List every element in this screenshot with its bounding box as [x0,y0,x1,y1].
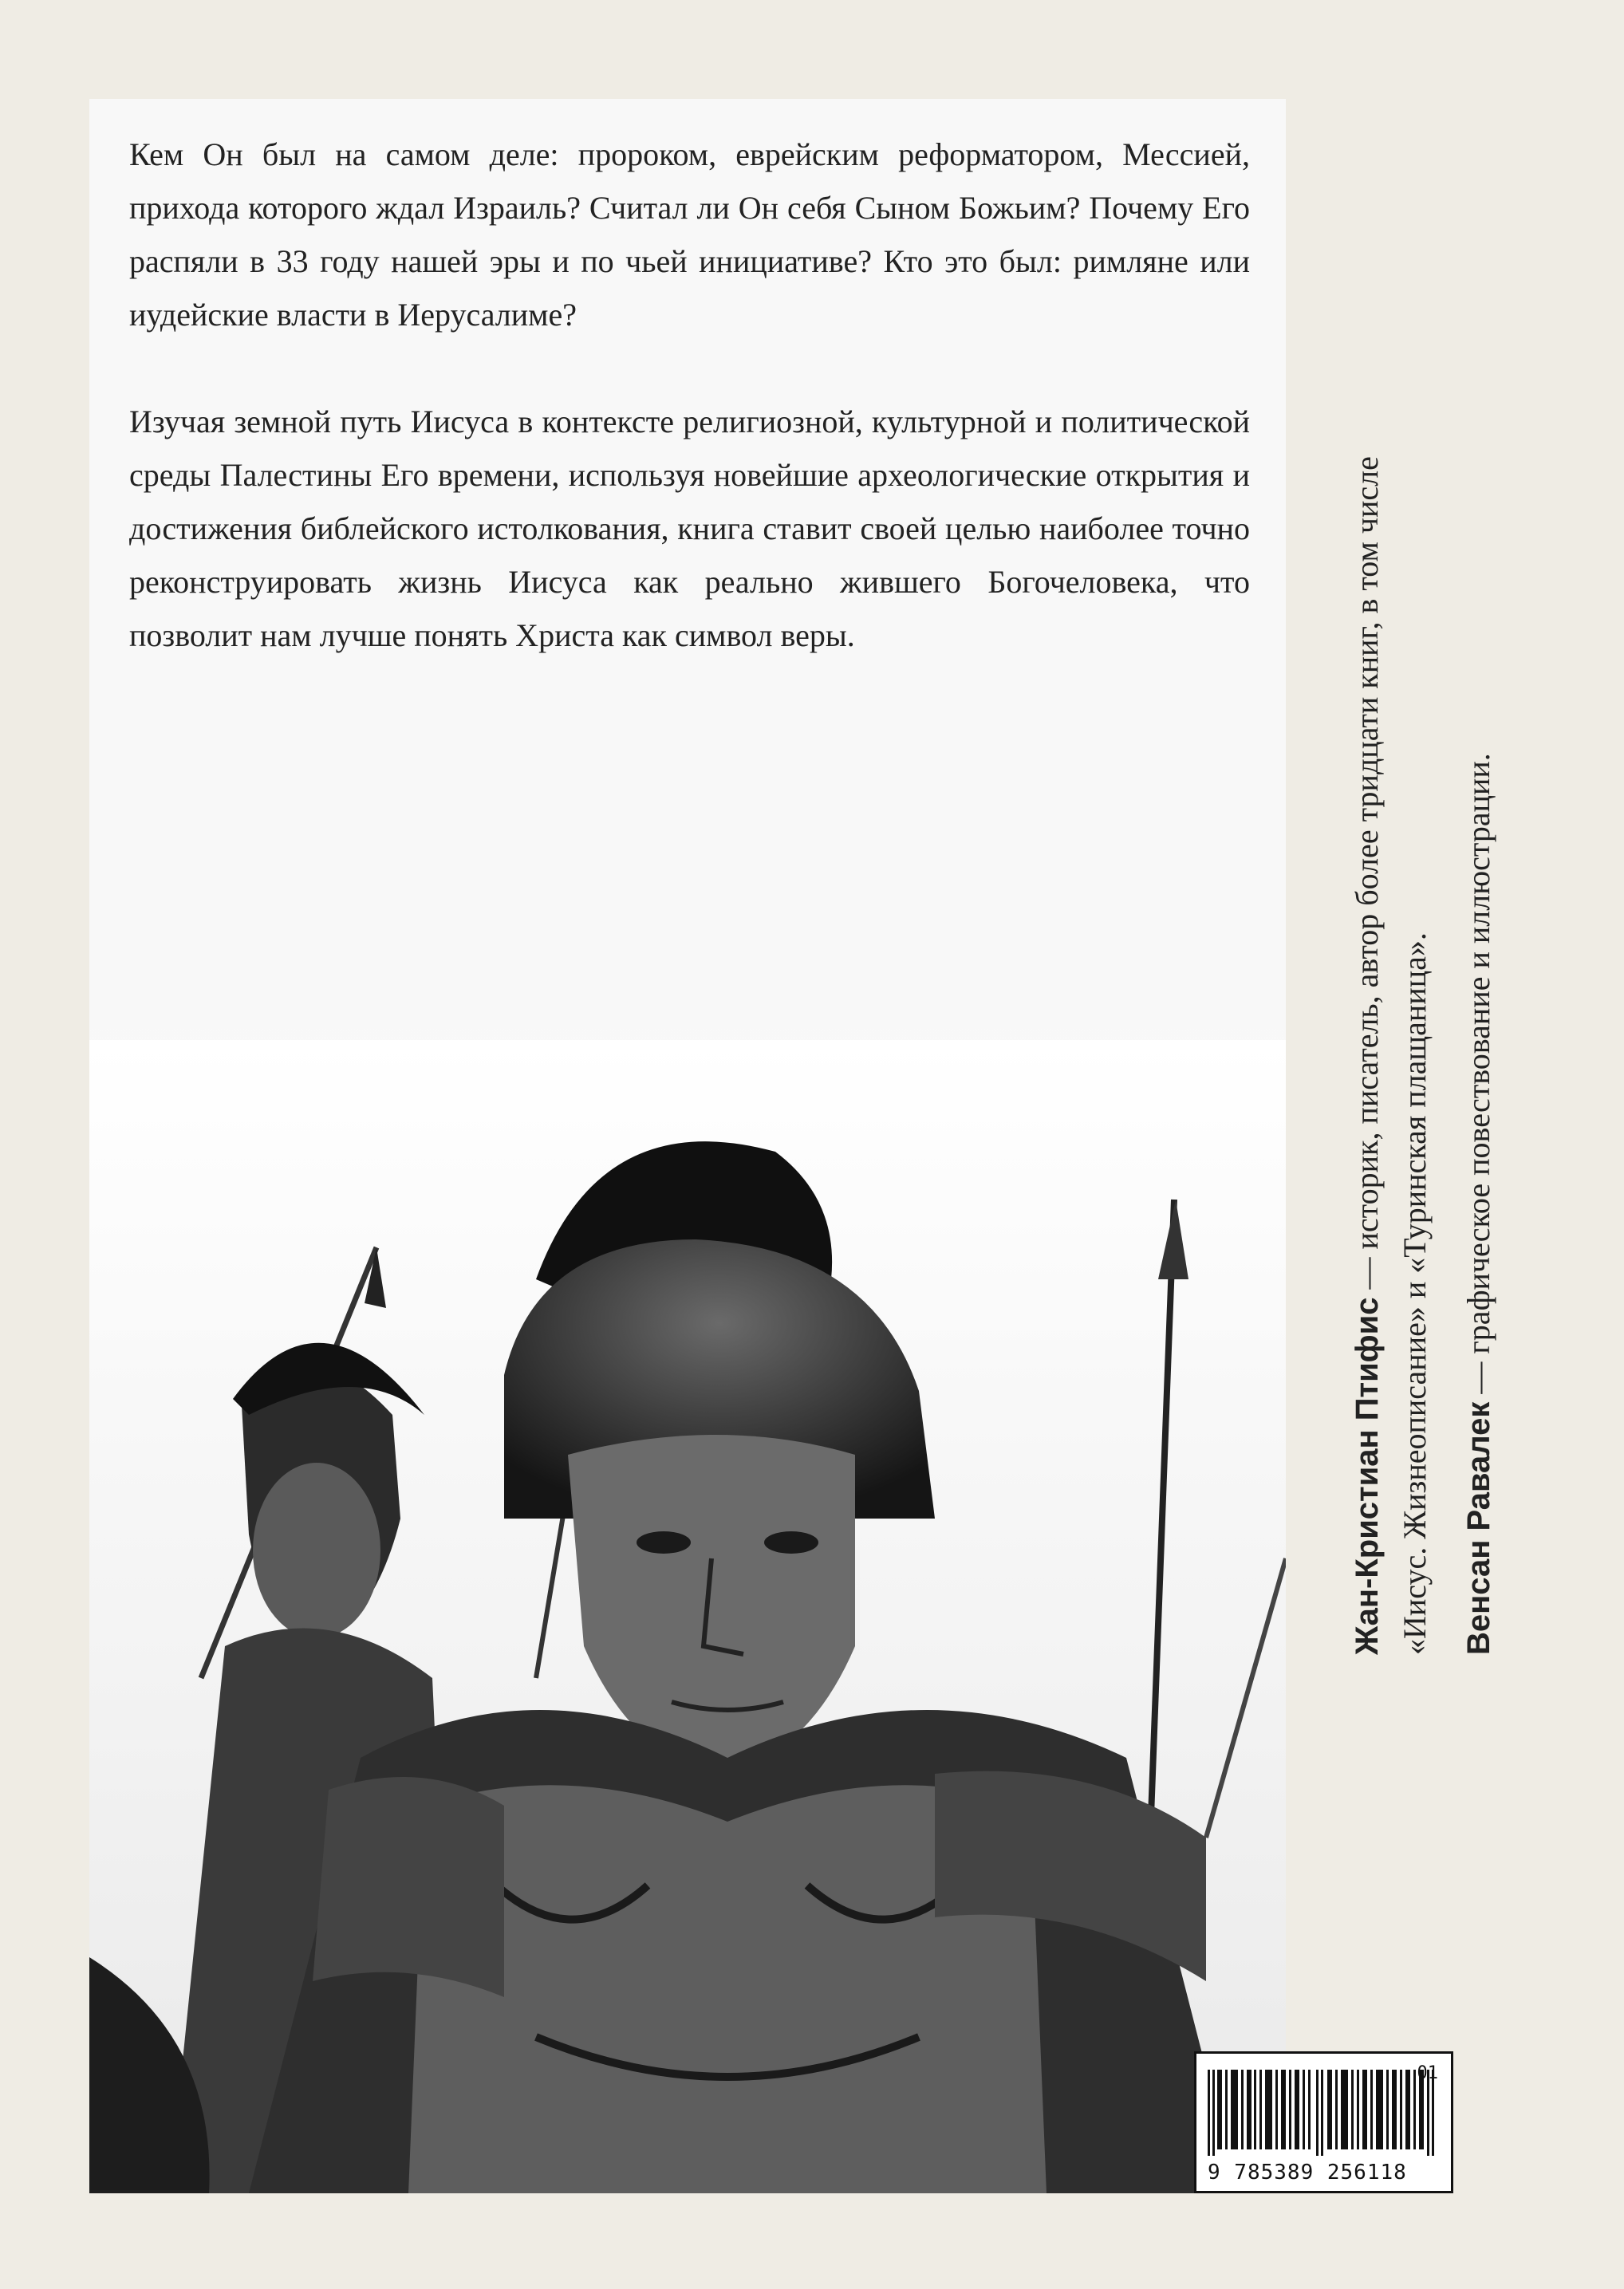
author-2-bio [1460,753,1497,1655]
author-1-bio-continued [1396,932,1433,1655]
blurb-paragraph-1: Кем Он был на самом деле: пророком, еврейским реформатором, Мессией, прихода которого ждал Израиль? Считал ли Он себя Сыном Божьим? Почему Его распяли в 33 году нашей эры и по чьей инициативе? Кто это был: римляне или иудейские власти в Иерусалиме? [129,136,1250,333]
author-2-name: Венсан Равалек [1461,1401,1496,1655]
barcode-number: 9 785389 256118 [1208,2161,1407,2185]
author-1-name: Жан-Кристиан Птифис [1350,1297,1385,1655]
blurb-text [129,128,1250,715]
roman-soldiers-illustration [89,1040,1286,2193]
author-1-bio-line-2: «Иисус. Жизнеописание» и «Туринская плащаница». [1397,932,1433,1655]
blurb-paragraph-2: Изучая земной путь Иисуса в контексте религиозной, культурной и политической среды Палестины Его времени, используя новейшие археологические открытия и достижения библейского истолкования, книга ставит своей целью наиболее точно реконструировать жизнь Иисуса как реально жившего Богочеловека, что позволит нам лучше понять Христа как символ веры. [129,404,1250,653]
barcode-bars [1208,2070,1434,2156]
author-2-bio-text: — графическое повествование и иллюстрации. [1460,753,1496,1402]
isbn-barcode [1194,2051,1453,2193]
barcode-addon: 01 [1417,2063,1438,2083]
author-1-bio-line-1: — историк, писатель, автор более тридцати книг, в том числе [1349,456,1385,1298]
author-1-bio [1348,456,1386,1655]
back-cover-panel [89,99,1286,2193]
